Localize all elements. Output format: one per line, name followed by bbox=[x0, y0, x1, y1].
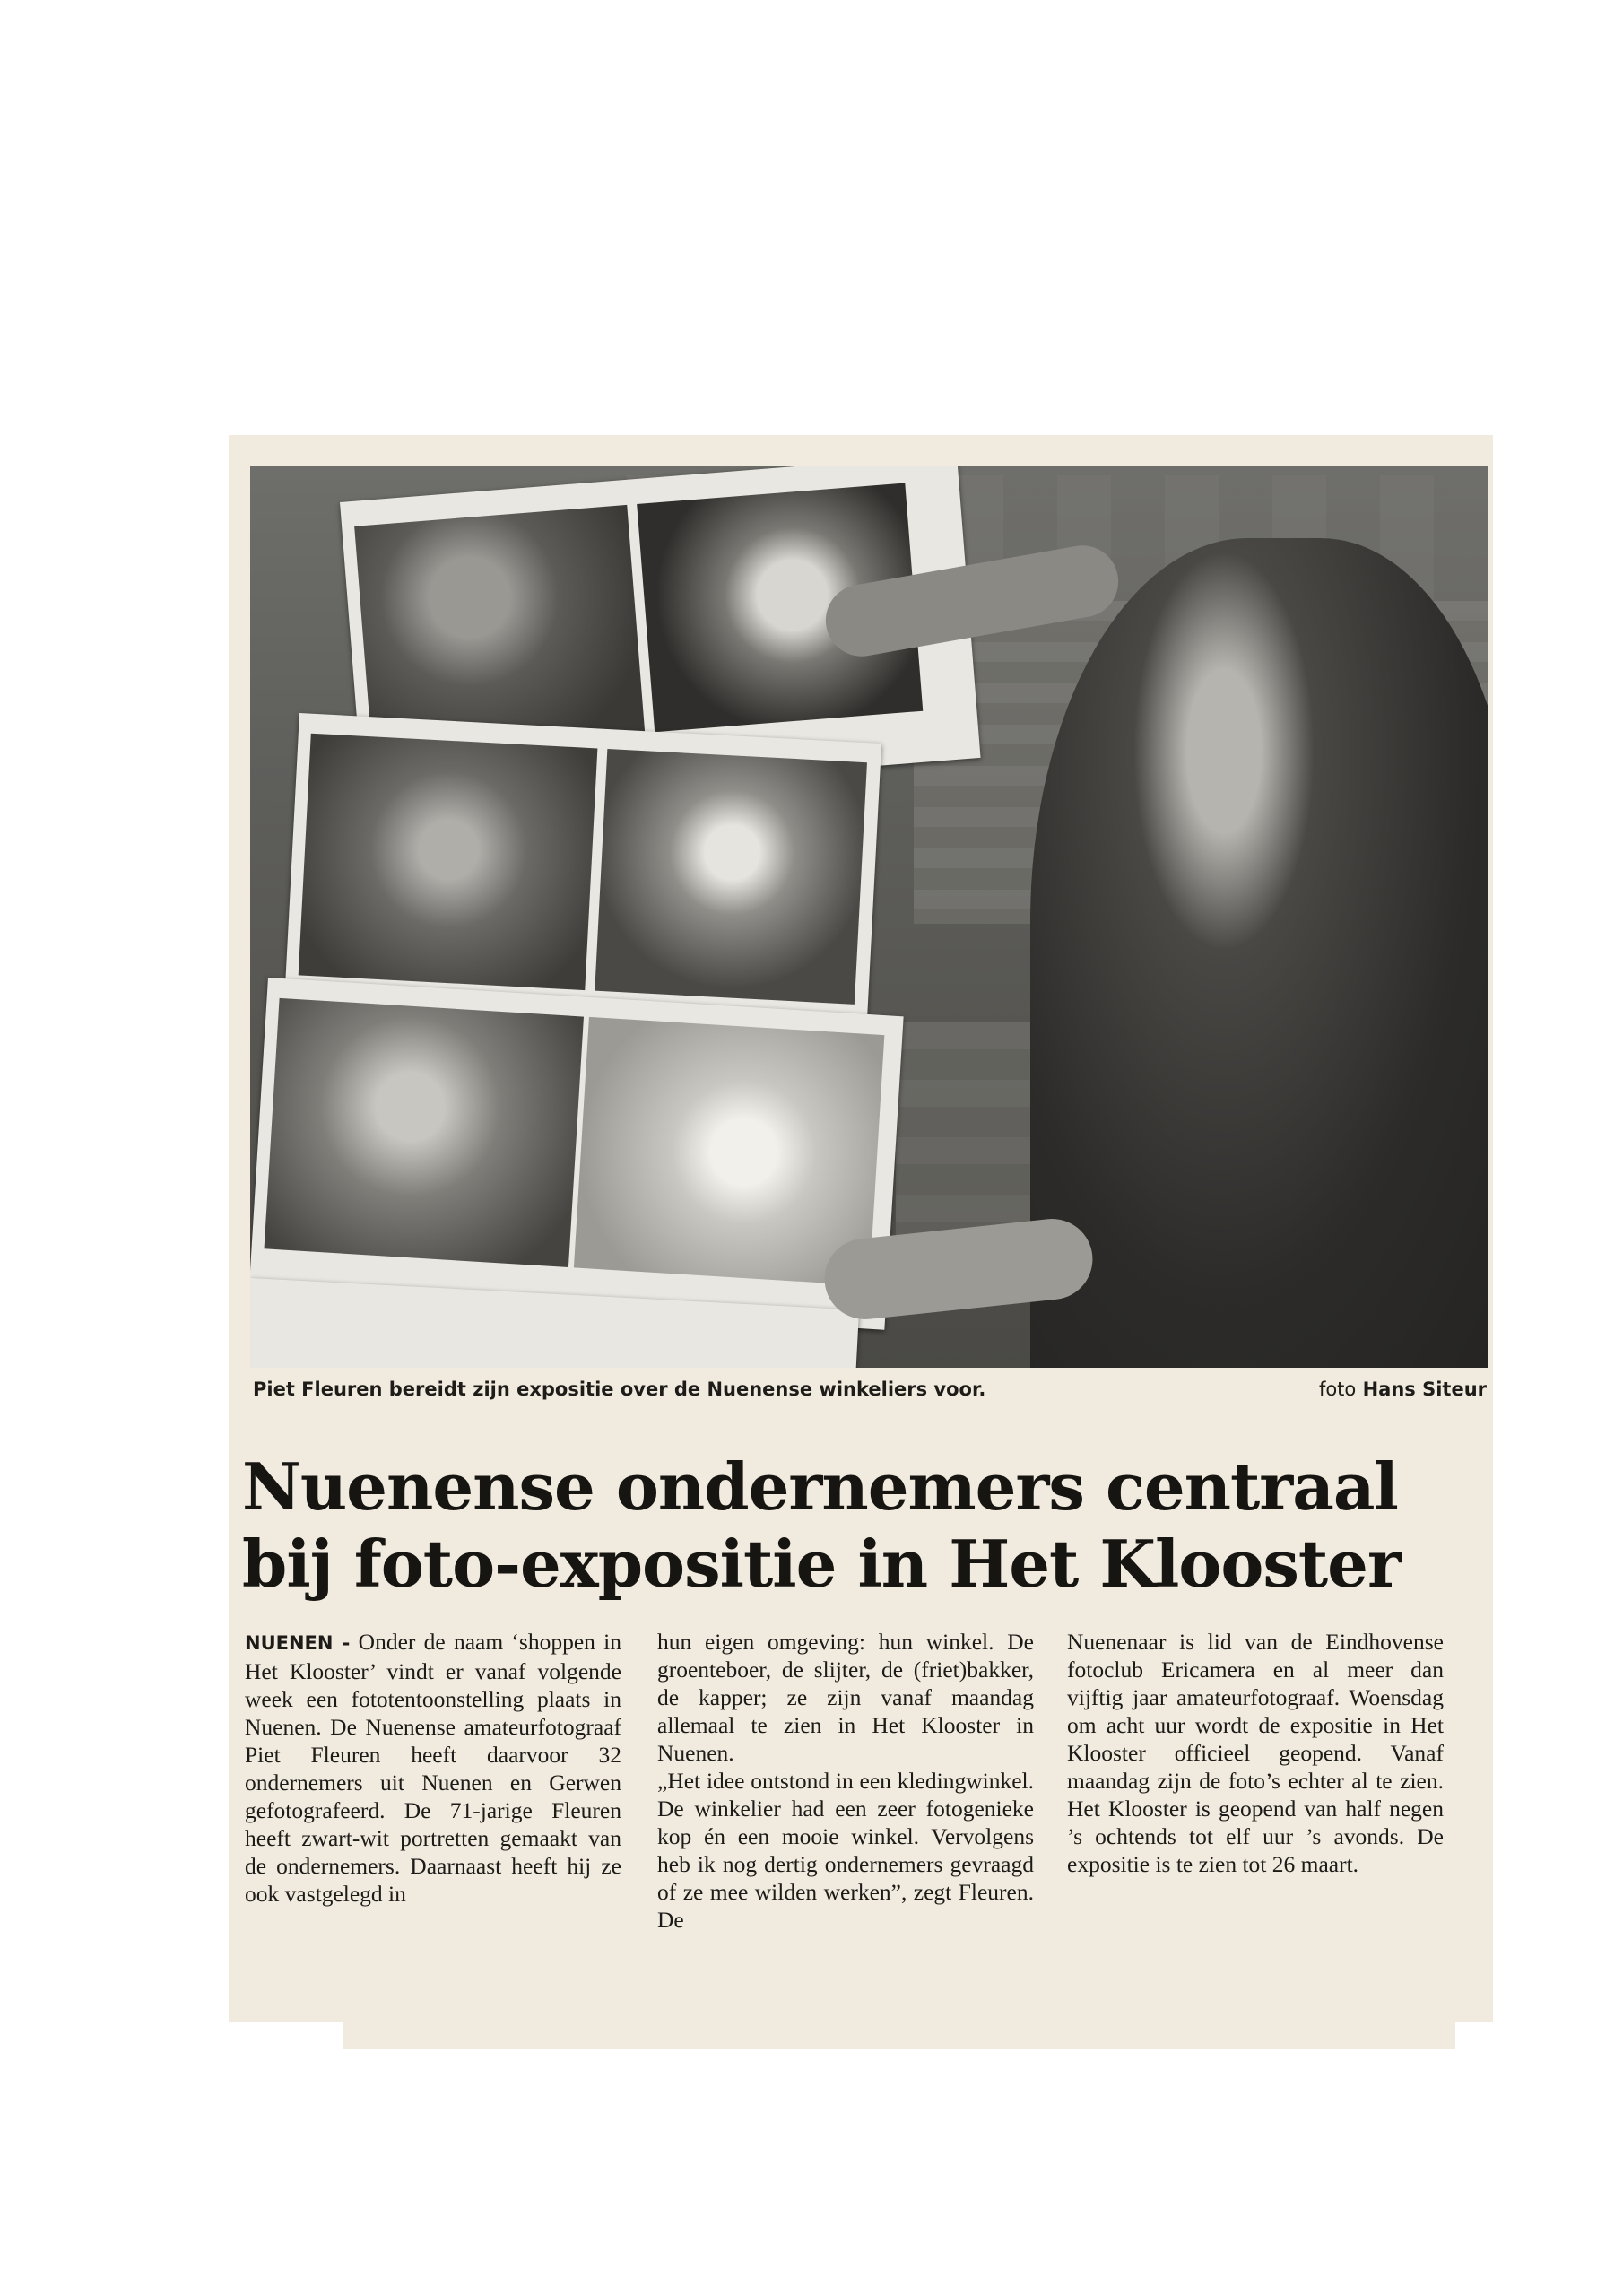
photo-credit bbox=[1319, 1378, 1487, 1400]
portrait-optician bbox=[574, 1017, 884, 1286]
portrait-woman bbox=[595, 749, 867, 1004]
article-column-2 bbox=[657, 1628, 1034, 1934]
article-photo bbox=[250, 466, 1488, 1368]
photographer-figure bbox=[1030, 538, 1488, 1368]
article-headline bbox=[242, 1448, 1480, 1603]
caption-text: Piet Fleuren bereidt zijn expositie over de Nuenense winkeliers voor. bbox=[253, 1378, 986, 1400]
headline-line-2: bij foto-expositie in Het Klooster bbox=[242, 1526, 1401, 1602]
photo-credit-name: Hans Siteur bbox=[1362, 1378, 1487, 1400]
photo-caption bbox=[253, 1375, 1487, 1407]
portrait-barber-shop bbox=[299, 734, 598, 990]
dateline: NUENEN - bbox=[245, 1632, 351, 1654]
clipping-bottom-edge bbox=[343, 2013, 1455, 2049]
article-column-3 bbox=[1067, 1628, 1444, 1878]
article-column-1 bbox=[245, 1628, 621, 1908]
portrait-shop-interior bbox=[265, 998, 584, 1267]
portrait-workshop bbox=[354, 505, 645, 754]
article-paragraph: Nuenenaar is lid van de Eindhovense fotoclub Ericamera en al meer dan vijftig jaar amateurfotograaf. Woensdag om acht uur wordt de expositie in Het Klooster officieel geopend. Vanaf maandag zijn de foto’s echter al te zien. Het Klooster is geopend van half negen ’s ochtends tot elf uur ’s avonds. De expositie is te zien tot 26 maart. bbox=[1067, 1629, 1444, 1877]
photo-credit-label: foto bbox=[1318, 1378, 1357, 1400]
article-paragraph: hun eigen omgeving: hun winkel. De groenteboer, de slijter, de (friet)bakker, de kapper; ze zijn vanaf maandag allemaal te zien in Het Klooster in Nuenen. bbox=[657, 1629, 1034, 1766]
lead-text: Onder de naam ‘shoppen in Het Klooster’ vindt er vanaf volgende week een fototentoonstelling plaats in Nuenen. De Nuenense amateurfotograaf Piet Fleuren heeft daarvoor 32 ondernemers uit Nuenen en Gerwen gefotografeerd. De 71-jarige Fleuren heeft zwart-wit portretten gemaakt van de ondernemers. Daarnaast heeft hij ze ook vastgelegd in bbox=[245, 1629, 622, 1907]
article-paragraph bbox=[245, 1628, 621, 1908]
article-paragraph: „Het idee ontstond in een kledingwinkel. De winkelier had een zeer fotogenieke kop én een mooie winkel. Vervolgens heb ik nog dertig ondernemers gevraagd of ze mee wilden werken”, zegt Fleuren. De bbox=[657, 1768, 1034, 1933]
photo-board-lower bbox=[250, 978, 904, 1330]
headline-line-1: Nuenense ondernemers centraal bbox=[242, 1448, 1398, 1525]
